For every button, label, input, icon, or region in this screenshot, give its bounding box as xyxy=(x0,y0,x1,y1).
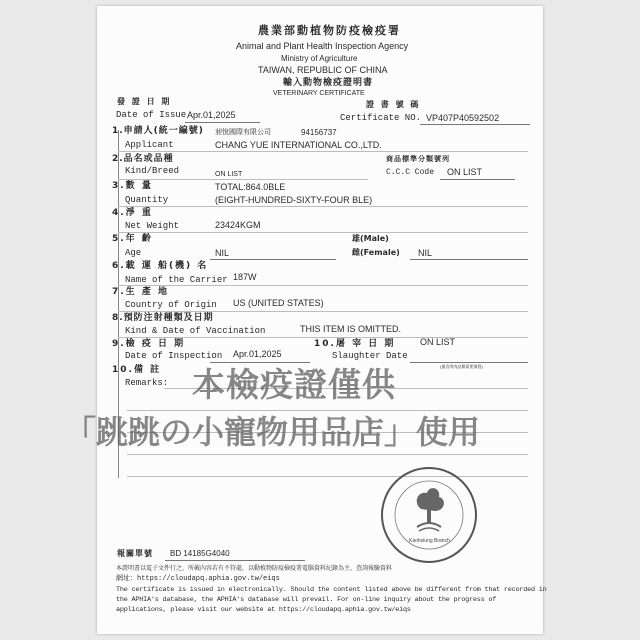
applicant-name-en: CHANG YUE INTERNATIONAL CO.,LTD. xyxy=(215,140,382,150)
vaccination-value: THIS ITEM IS OMITTED. xyxy=(300,324,401,334)
origin-label-zh: 7.生 產 地 xyxy=(112,287,169,297)
remarks-label: Remarks: xyxy=(125,378,169,388)
certificate-no-label: Certificate NO. xyxy=(340,113,422,123)
inspection-date-value: Apr.01,2025 xyxy=(233,349,282,359)
ccc-code-value: ON LIST xyxy=(447,167,483,177)
vaccination-label: Kind & Date of Vaccination xyxy=(125,326,266,336)
certificate-title-zh: 輸入動物檢疫證明書 xyxy=(283,78,374,88)
quantity-value: TOTAL:864.0BLE xyxy=(215,182,286,192)
carrier-label-zh: 6.載 運 船(機) 名 xyxy=(112,261,209,271)
applicant-name-zh: 昶悅國際有限公司 xyxy=(215,129,271,136)
official-seal xyxy=(381,467,477,563)
female-label: 雌(Female) xyxy=(352,248,400,257)
quantity-label: Quantity xyxy=(125,195,169,205)
certificate-no-label-zh: 證 書 號 碼 xyxy=(366,100,421,109)
date-of-issue-value: Apr.01,2025 xyxy=(187,110,236,120)
inspection-date-label: Date of Inspection xyxy=(125,351,223,361)
slaughter-date-label-zh: 10.屠 宰 日 期 xyxy=(314,339,396,349)
seal-emblem-icon xyxy=(383,469,475,561)
date-of-issue-label-zh: 發 證 日 期 xyxy=(117,97,172,106)
footer-note-zh: 本證明書以電子文件行之，所載內容若有不符處，以動植物防疫檢疫署電腦資料紀錄為主，查詢報驗資料 xyxy=(116,565,393,572)
origin-value: US (UNITED STATES) xyxy=(233,298,324,308)
customs-declaration-label: 報關單號 xyxy=(117,549,153,558)
kind-label-zh: 2.品名或品種 xyxy=(112,154,174,164)
ccc-code-label-zh: 商品標準分類號列 xyxy=(386,155,450,163)
footer-url-zh: 網址：https://cloudapq.aphia.gov.tw/eiqs xyxy=(116,575,280,583)
origin-label: Country of Origin xyxy=(125,300,217,310)
inspection-date-label-zh: 9.檢 疫 日 期 xyxy=(112,339,186,349)
ministry-name: Ministry of Agriculture xyxy=(281,54,358,63)
certificate-no-value: VP407P40592502 xyxy=(426,113,500,123)
slaughter-note: (僅食用肉品類需要填寫) xyxy=(440,364,483,369)
age-label-zh: 5.年 齡 xyxy=(112,234,153,244)
agency-title-en: Animal and Plant Health Inspection Agency xyxy=(236,41,409,51)
male-label: 雄(Male) xyxy=(352,234,389,243)
watermark-line-2: 「跳跳の小寵物用品店」使用 xyxy=(64,413,481,451)
ccc-code-label: C.C.C Code xyxy=(386,168,435,177)
net-weight-label-zh: 4.淨 重 xyxy=(112,208,153,218)
footer-note-en-line-1: The certificate is issued in electronically. Should the content listed above be different from that recorded in xyxy=(116,586,547,594)
age-value: NIL xyxy=(215,248,230,258)
kind-value: ON LIST xyxy=(215,171,243,178)
footer-note-en-line-2: the APHIA's database, the APHIA's database will prevail. For on-line inquiry about the progress of xyxy=(116,596,497,604)
watermark-line-1: 本檢疫證僅供 xyxy=(192,365,396,404)
carrier-value: 187W xyxy=(233,272,257,282)
kind-label: Kind/Breed xyxy=(125,166,180,176)
country-name: TAIWAN, REPUBLIC OF CHINA xyxy=(258,65,388,75)
applicant-label-zh: 1.申請人(統一編號) xyxy=(112,126,204,136)
age-label: Age xyxy=(125,248,142,258)
quantity-value-words: (EIGHT-HUNDRED-SIXTY-FOUR BLE) xyxy=(215,195,373,205)
quantity-label-zh: 3.數 量 xyxy=(112,181,153,191)
slaughter-date-label: Slaughter Date xyxy=(332,351,408,361)
footer-note-en-line-3: applications, please visit our website at https://cloudapq.aphia.gov.tw/eiqs xyxy=(116,606,411,614)
carrier-label: Name of the Carrier xyxy=(125,275,228,285)
remarks-label-zh: 10.備 註 xyxy=(112,365,162,375)
net-weight-label: Net Weight xyxy=(125,221,180,231)
date-of-issue-label: Date of Issue xyxy=(116,110,187,120)
customs-declaration-value: BD 14185G4040 xyxy=(170,549,230,558)
applicant-label: Applicant xyxy=(125,140,174,150)
net-weight-value: 23424KGM xyxy=(215,220,261,230)
seal-branch: Kaohsiung Branch xyxy=(409,538,450,544)
applicant-tax-id: 94156737 xyxy=(301,128,337,137)
slaughter-date-value: ON LIST xyxy=(420,337,456,347)
agency-title-zh: 農業部動植物防疫檢疫署 xyxy=(258,24,401,37)
certificate-title-en: VETERINARY CERTIFICATE xyxy=(273,90,365,97)
vaccination-label-zh: 8.預防注射種類及日期 xyxy=(112,313,214,323)
sex-value: NIL xyxy=(418,248,433,258)
